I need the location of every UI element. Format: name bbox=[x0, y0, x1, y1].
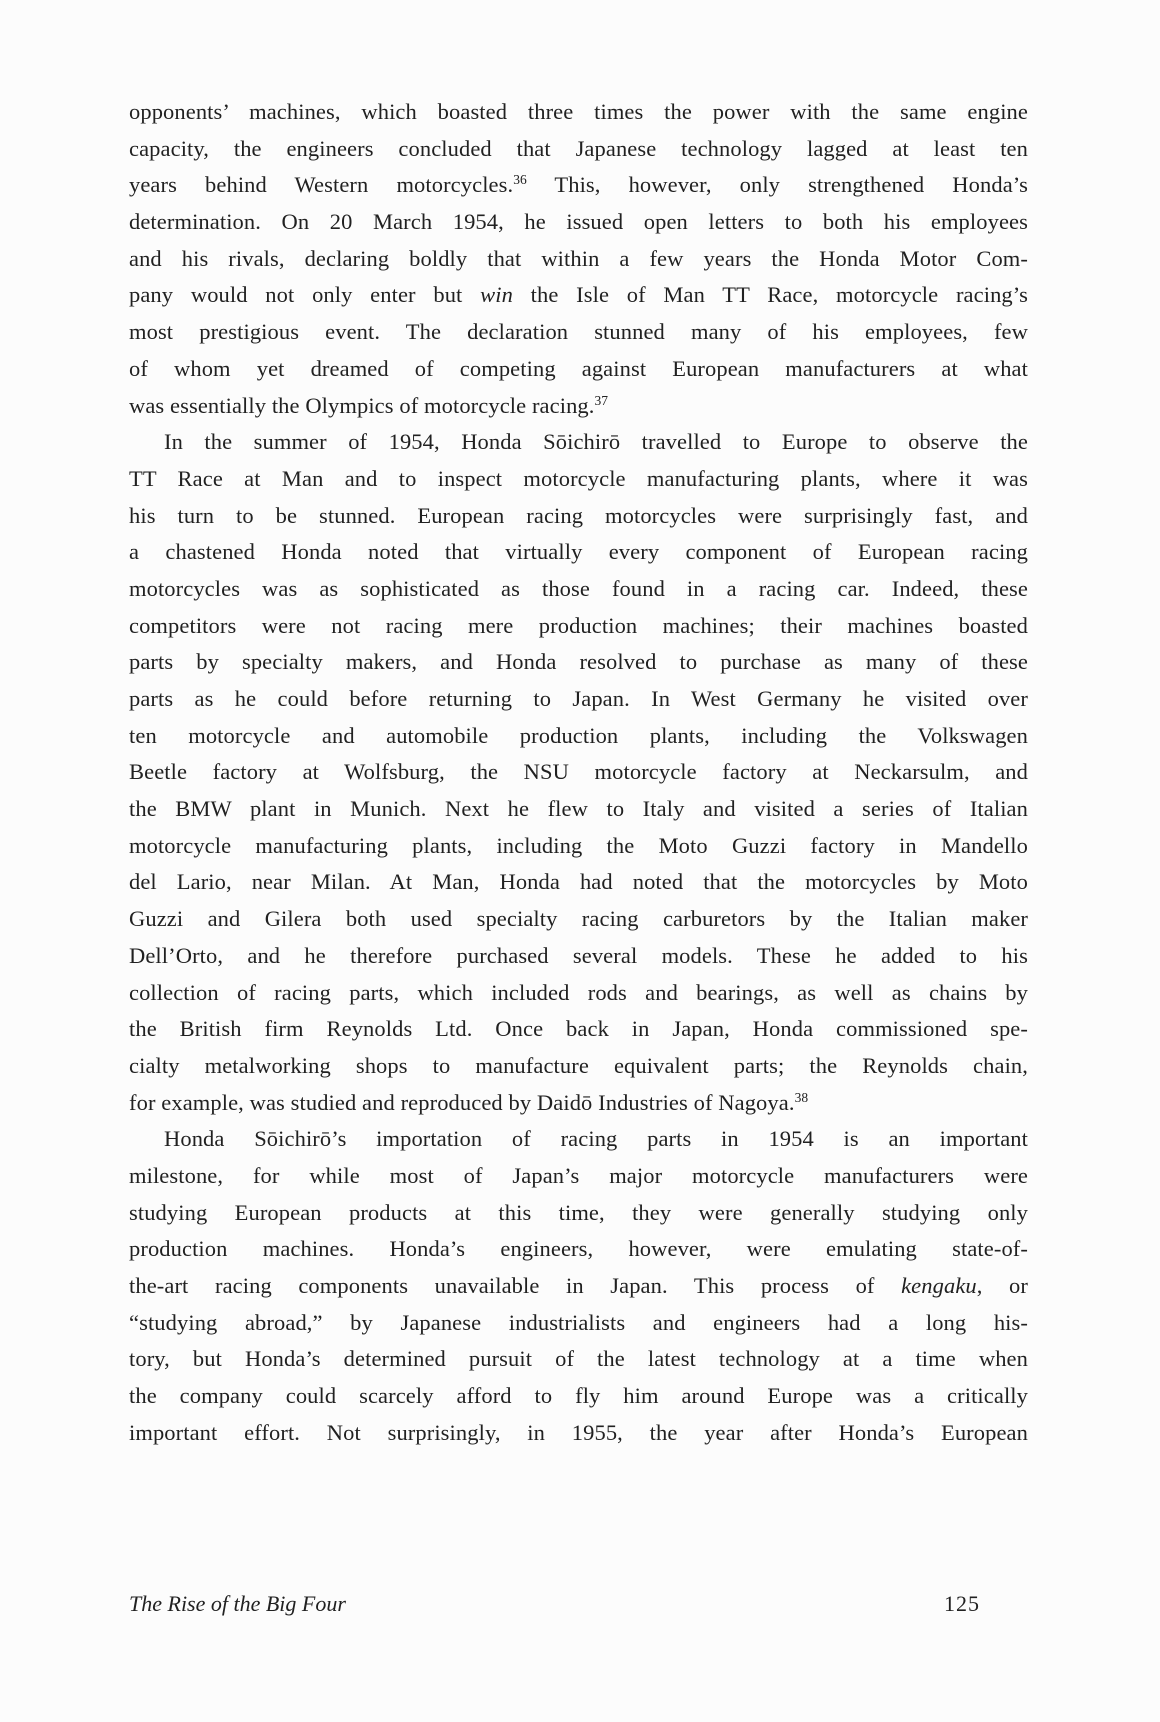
text-line: of whom yet dreamed of competing against European manufacturers at what bbox=[129, 355, 1028, 381]
text-line: del Lario, near Milan. At Man, Honda had noted that the motorcycles by Moto bbox=[129, 869, 1028, 895]
text-line: cialty metalworking shops to manufacture equivalent parts; the Reynolds chain, bbox=[129, 1052, 1028, 1078]
text-line: ten motorcycle and automobile production plants, including the Volkswagen bbox=[129, 722, 1028, 748]
text-line: motorcycle manufacturing plants, including the Moto Guzzi factory in Mandello bbox=[129, 832, 1028, 858]
text-line: Honda Sōichirō’s importation of racing parts in 1954 is an important bbox=[164, 1126, 1028, 1152]
text-line: motorcycles was as sophisticated as those found in a racing car. Indeed, these bbox=[129, 575, 1028, 601]
paragraph bbox=[129, 424, 1028, 1121]
paragraph bbox=[129, 1121, 1028, 1451]
text-line: the BMW plant in Munich. Next he flew to Italy and visited a series of Italian bbox=[129, 796, 1028, 822]
text-line: and his rivals, declaring boldly that within a few years the Honda Motor Com- bbox=[129, 245, 1028, 271]
footnote-ref: 38 bbox=[794, 1089, 809, 1105]
text-line: most prestigious event. The declaration stunned many of his employees, few bbox=[129, 319, 1028, 345]
text-line: Guzzi and Gilera both used specialty racing carburetors by the Italian maker bbox=[129, 906, 1028, 932]
page-number: 125 bbox=[944, 1591, 980, 1616]
text-line: his turn to be stunned. European racing motorcycles were surprisingly fast, and bbox=[129, 502, 1028, 528]
text-line: parts as he could before returning to Japan. In West Germany he visited over bbox=[129, 686, 1028, 711]
text-line: collection of racing parts, which included rods and bearings, as well as chains by bbox=[129, 979, 1028, 1005]
text-line: the company could scarcely afford to fly him around Europe was a critically bbox=[129, 1383, 1028, 1409]
text-line: studying European products at this time, they were generally studying only bbox=[129, 1199, 1028, 1225]
text-line: pany would not only enter but win the Isle of Man TT Race, motorcycle racing’s bbox=[129, 282, 1028, 308]
text-line: the British firm Reynolds Ltd. Once back in Japan, Honda commissioned spe- bbox=[129, 1016, 1028, 1042]
text-line: the-art racing components unavailable in Japan. This process of kengaku, or bbox=[129, 1273, 1028, 1298]
text-line: production machines. Honda’s engineers, however, were emulating state-of- bbox=[129, 1236, 1028, 1262]
text-line: In the summer of 1954, Honda Sōichirō travelled to Europe to observe the bbox=[164, 429, 1028, 455]
text-line: opponents’ machines, which boasted three times the power with the same engine bbox=[129, 99, 1028, 124]
text-line: tory, but Honda’s determined pursuit of the latest technology at a time when bbox=[129, 1346, 1028, 1372]
text-line: milestone, for while most of Japan’s major motorcycle manufacturers were bbox=[129, 1162, 1028, 1188]
text-line: competitors were not racing mere production machines; their machines boasted bbox=[129, 612, 1028, 638]
page-footer bbox=[129, 1591, 1028, 1617]
footnote-ref: 37 bbox=[594, 392, 608, 408]
text-line: years behind Western motorcycles.$^{36}$ This, however, only strengthened Honda’s bbox=[129, 172, 1028, 198]
body-text bbox=[129, 94, 1028, 1451]
italic-text: win bbox=[480, 282, 513, 308]
text-line: Beetle factory at Wolfsburg, the NSU motorcycle factory at Neckarsulm, and bbox=[129, 759, 1028, 785]
text-line: capacity, the engineers concluded that Japanese technology lagged at least ten bbox=[129, 135, 1028, 161]
text-line: was essentially the Olympics of motorcycle racing.$^{37}$ bbox=[129, 392, 608, 418]
text-line: “studying abroad,” by Japanese industrialists and engineers had a long his- bbox=[129, 1309, 1028, 1335]
footnote-ref: 36 bbox=[513, 172, 527, 188]
running-title: The Rise of the Big Four bbox=[129, 1591, 346, 1616]
text-line: determination. On 20 March 1954, he issued open letters to both his employees bbox=[129, 209, 1028, 235]
text-line: Dell’Orto, and he therefore purchased several models. These he added to his bbox=[129, 942, 1028, 968]
italic-text: kengaku bbox=[901, 1273, 977, 1298]
text-line: for example, was studied and reproduced by Daidō Industries of Nagoya.$^{38}$ bbox=[129, 1089, 809, 1115]
paragraph bbox=[129, 94, 1028, 424]
text-line: TT Race at Man and to inspect motorcycle manufacturing plants, where it was bbox=[129, 465, 1028, 491]
text-line: important effort. Not surprisingly, in 1955, the year after Honda’s European bbox=[129, 1419, 1028, 1445]
text-line: parts by specialty makers, and Honda resolved to purchase as many of these bbox=[129, 649, 1028, 675]
text-line: a chastened Honda noted that virtually every component of European racing bbox=[129, 539, 1028, 565]
